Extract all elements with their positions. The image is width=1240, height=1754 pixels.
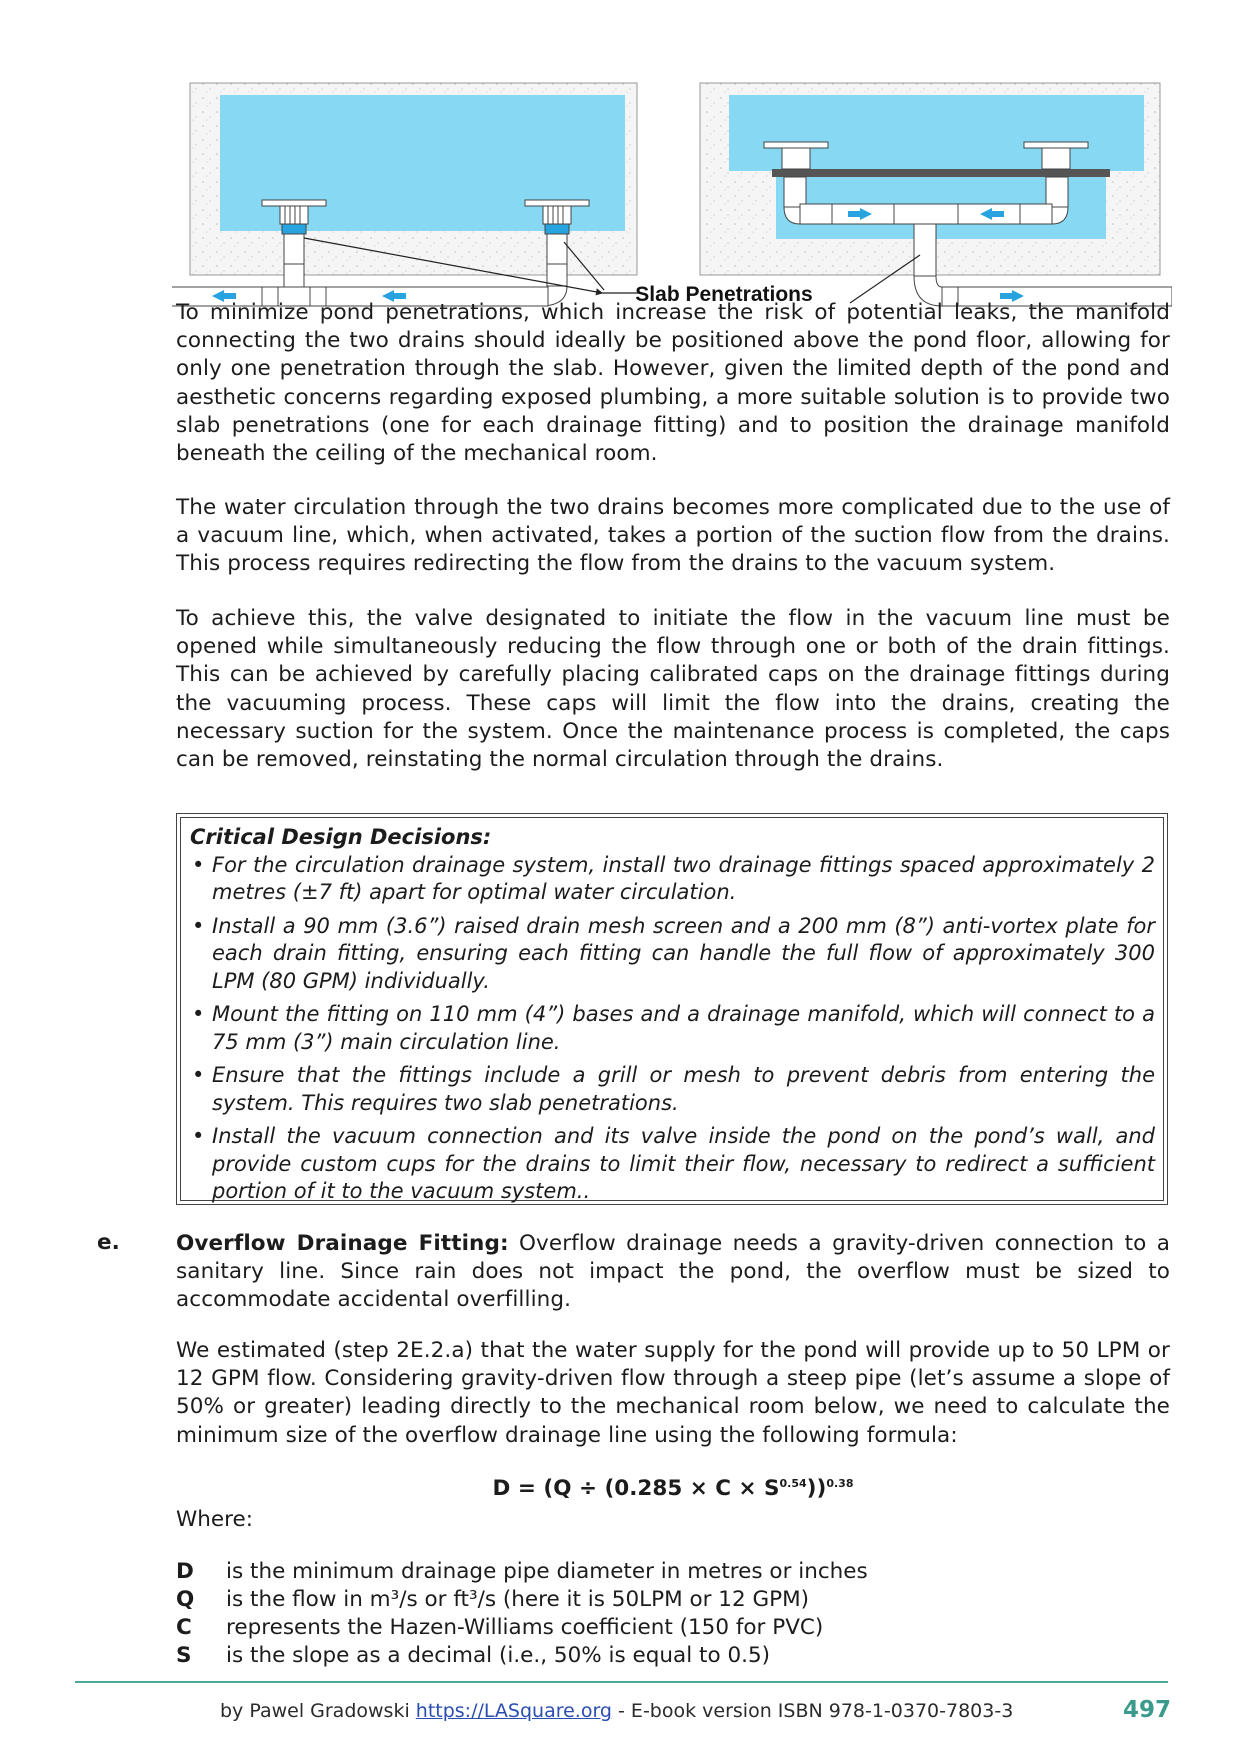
footer-isbn: - E-book version ISBN 978-1-0370-7803-3 bbox=[612, 1700, 1014, 1722]
drainage-formula: $D = (Q \div (0.285 \times C \times S^{0.54}))^{0.38}$ bbox=[492, 1476, 854, 1501]
critical-design-decisions-box bbox=[176, 813, 1168, 1205]
definition-row: S is the slope as a decimal (i.e., 50% is equal to 0.5) bbox=[176, 1643, 771, 1668]
section-text: Overflow drainage needs a gravity-driven connection to a sanitary line. Since rain does not impact the pond, the overflow must be sized to accommodate accidental overfilling. bbox=[176, 1231, 1171, 1313]
decision-item: • Mount the fitting on 110 mm (4”) bases and a drainage manifold, which will connect to a 75 mm (3”) main circulation line. bbox=[190, 1001, 1155, 1056]
footer-link[interactable]: https://LASquare.org bbox=[415, 1700, 612, 1722]
box-title: Critical Design Decisions: bbox=[190, 825, 492, 849]
paragraph-pond-penetrations: To minimize pond penetrations, which increase the risk of potential leaks, the manifold connecting the two drains should ideally be positioned above the pond floor, allowing for only one penetration through the slab. However, given the limited depth of the pond and aesthetic concerns regarding exposed plumbing, a more suitable solution is to provide two slab penetrations (one for each drainage fitting) and to position the drainage manifold beneath the ceiling of the mechanical room. bbox=[176, 300, 1170, 467]
paragraph-overflow-drainage bbox=[176, 1230, 1170, 1315]
decision-item: • Ensure that the fittings include a grill or mesh to prevent debris from entering the system. This requires two slab penetrations. bbox=[190, 1062, 1155, 1117]
drainage-diagram bbox=[172, 80, 1172, 310]
paragraph-water-supply: We estimated (step 2E.2.a) that the water supply for the pond will provide up to 50 LPM or 12 GPM flow. Considering gravity-driven flow through a steep pipe (let’s assume a slope of 50% or greater) leading directly to the mechanical room below, we need to calculate the minimum size of the overflow drainage line using the following formula: bbox=[176, 1338, 1170, 1448]
section-marker: e. bbox=[97, 1230, 120, 1255]
definition-row: Q is the flow in m³/s or ft³/s (here it is 50LPM or 12 GPM) bbox=[176, 1587, 810, 1612]
slab-penetrations-label: Slab Penetrations bbox=[635, 283, 813, 306]
definition-row: C represents the Hazen-Williams coefficient (150 for PVC) bbox=[176, 1615, 824, 1640]
footer-author: by Pawel Gradowski bbox=[220, 1700, 410, 1722]
footer-divider bbox=[75, 1681, 1168, 1683]
paragraph-water-circulation: The water circulation through the two drains becomes more complicated due to the use of a vacuum line, which, when activated, takes a portion of the suction flow from the drains. This process requires redirecting the flow from the drains to the vacuum system. bbox=[176, 495, 1170, 577]
page-number: 497 bbox=[1123, 1697, 1172, 1723]
where-label: Where: bbox=[176, 1507, 253, 1532]
footer bbox=[220, 1700, 1013, 1722]
paragraph-valve-caps: To achieve this, the valve designated to initiate the flow in the vacuum line must be opened while simultaneously reducing the flow through one or both of the drain fittings. This can be achieved by carefully placing calibrated caps on the drainage fittings during the vacuuming process. These caps will limit the flow into the drains, creating the necessary suction for the system. Once the maintenance process is completed, the caps can be removed, reinstating the normal circulation through the drains. bbox=[176, 606, 1170, 773]
right-pond-section bbox=[700, 83, 1172, 306]
decision-item: • For the circulation drainage system, install two drainage fittings spaced approximately 2 metres (±7 ft) apart for optimal water circulation. bbox=[190, 852, 1155, 907]
decision-item: • Install the vacuum connection and its valve inside the pond on the pond’s wall, and provide custom cups for the drains to limit their flow, necessary to redirect a sufficient portion of it to the vacuum system.. bbox=[190, 1123, 1155, 1206]
decision-list bbox=[190, 852, 1155, 1206]
decision-item: • Install a 90 mm (3.6”) raised drain mesh screen and a 200 mm (8”) anti-vortex plate for each drain fitting, ensuring each fitting can handle the full flow of approximately 300 LPM (80 GPM) individually. bbox=[190, 913, 1155, 996]
section-heading: Overflow Drainage Fitting: bbox=[176, 1231, 509, 1256]
left-pond-section bbox=[172, 83, 642, 306]
definition-row: D is the minimum drainage pipe diameter in metres or inches bbox=[176, 1559, 868, 1584]
